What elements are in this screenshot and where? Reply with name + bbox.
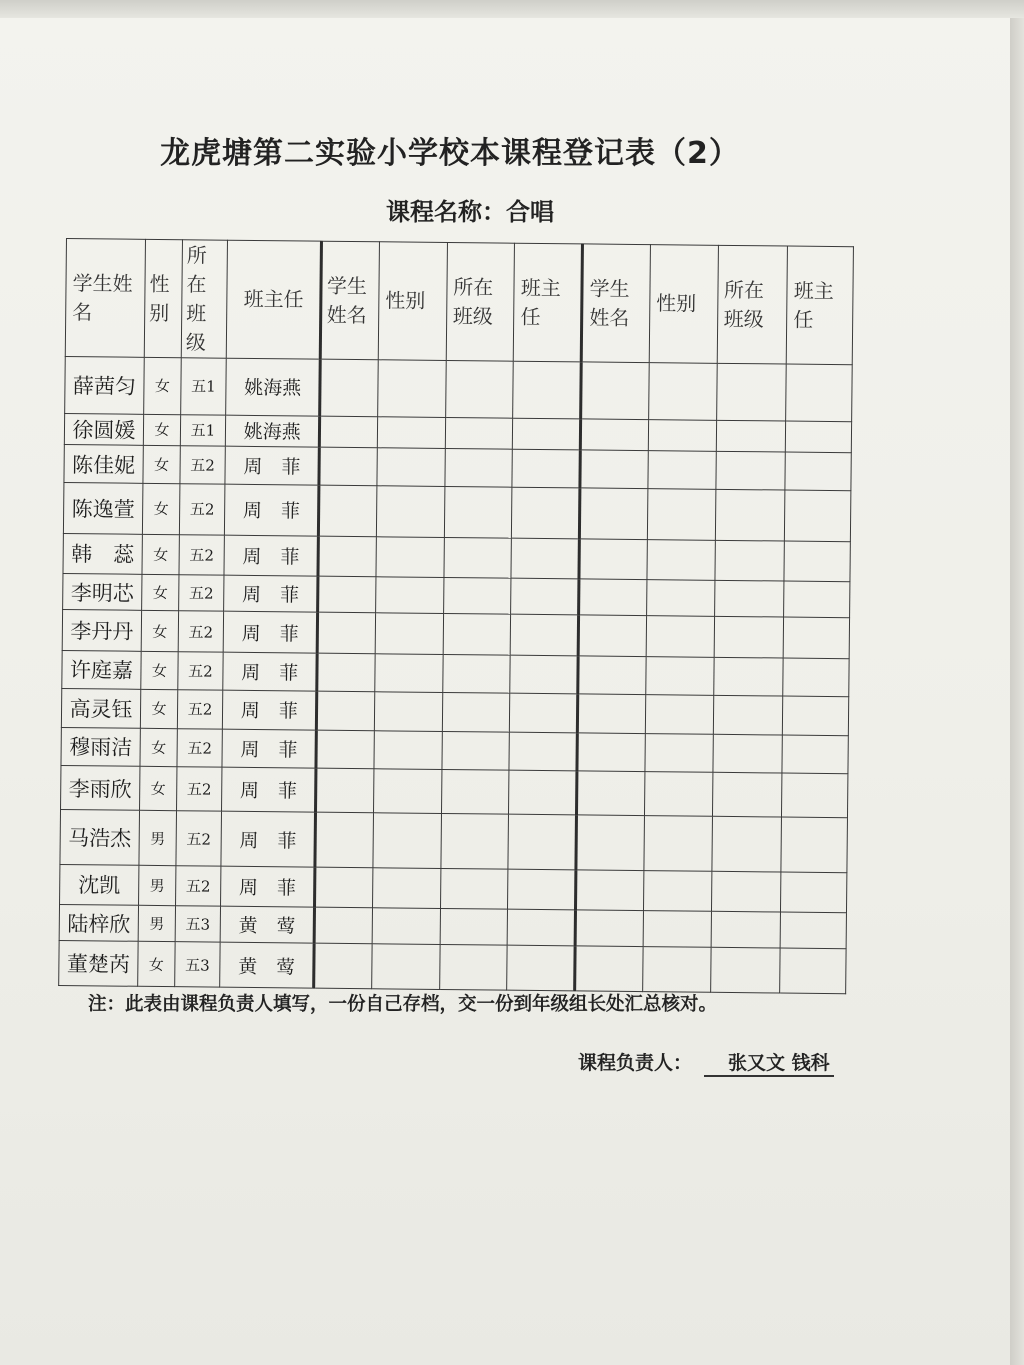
empty-cell	[780, 949, 846, 994]
course-value: 合唱	[506, 198, 554, 226]
course-label: 课程名称：	[386, 198, 506, 226]
form-title: 龙虎塘第二实验小学校本课程登记表（2）	[160, 136, 740, 171]
empty-cell	[442, 731, 510, 770]
student-sex-cell: 女	[140, 766, 177, 811]
header-sex-3: 性别	[649, 245, 718, 364]
empty-cell	[316, 730, 374, 769]
student-sex-cell: 女	[142, 484, 179, 535]
header-class-2: 所在班级	[446, 242, 515, 361]
empty-cell	[782, 773, 848, 818]
empty-cell	[716, 363, 786, 420]
empty-cell	[711, 817, 781, 872]
student-name-cell: 李丹丹	[62, 610, 141, 651]
signature-names: 张又文 钱科	[704, 1048, 834, 1077]
empty-cell	[576, 815, 644, 870]
empty-cell	[317, 653, 375, 692]
empty-cell	[715, 490, 785, 541]
header-class-1: 所在班级	[181, 240, 227, 359]
student-name-cell: 董楚芮	[59, 941, 138, 986]
empty-cell	[575, 946, 643, 991]
student-class-cell: 五2	[177, 728, 223, 767]
empty-cell	[578, 656, 646, 695]
empty-cell	[579, 579, 647, 616]
empty-cell	[378, 360, 446, 417]
empty-cell	[319, 485, 377, 536]
student-name-cell: 薛茜匀	[65, 357, 145, 414]
header-sex-2: 性别	[378, 242, 447, 361]
empty-cell	[646, 656, 714, 695]
student-class-cell: 五2	[178, 651, 224, 690]
empty-cell	[372, 944, 440, 989]
empty-cell	[376, 577, 444, 614]
student-teacher-cell: 周 菲	[222, 690, 317, 729]
student-name-cell: 韩 蕊	[63, 533, 142, 574]
empty-cell	[512, 449, 580, 488]
empty-cell	[510, 693, 578, 732]
student-teacher-cell: 周 菲	[224, 535, 319, 576]
empty-cell	[579, 539, 647, 580]
table-row	[63, 483, 850, 542]
empty-cell	[444, 537, 512, 578]
student-class-cell: 五1	[181, 358, 227, 415]
empty-cell	[442, 693, 510, 732]
student-sex-cell: 男	[138, 905, 175, 942]
student-class-cell: 五2	[175, 865, 221, 906]
student-sex-cell: 女	[138, 942, 175, 987]
empty-cell	[320, 416, 378, 448]
student-teacher-cell: 周 菲	[222, 767, 317, 812]
student-sex-cell: 女	[142, 574, 179, 611]
empty-cell	[315, 812, 373, 867]
student-class-cell: 五2	[180, 446, 226, 485]
empty-cell	[374, 730, 442, 769]
student-teacher-cell: 姚海燕	[225, 415, 320, 447]
empty-cell	[781, 872, 847, 913]
empty-cell	[509, 770, 577, 815]
empty-cell	[712, 772, 782, 817]
empty-cell	[318, 613, 376, 654]
table-row	[65, 357, 853, 422]
header-sex-1: 性别	[144, 239, 182, 357]
student-class-cell: 五2	[179, 534, 225, 575]
empty-cell	[786, 364, 852, 421]
paper-edge	[1010, 0, 1024, 1365]
empty-cell	[715, 451, 785, 490]
student-name-cell: 李明芯	[63, 574, 142, 611]
empty-cell	[781, 817, 847, 872]
empty-cell	[511, 538, 579, 579]
empty-cell	[648, 419, 716, 451]
empty-cell	[377, 448, 445, 487]
empty-cell	[714, 617, 784, 658]
empty-cell	[643, 870, 711, 911]
empty-cell	[714, 580, 784, 617]
student-teacher-cell: 周 菲	[221, 811, 316, 866]
empty-cell	[710, 948, 780, 993]
student-sex-cell: 男	[139, 865, 176, 906]
empty-cell	[442, 654, 510, 693]
empty-cell	[646, 616, 714, 657]
student-name-cell: 穆雨洁	[61, 727, 140, 766]
empty-cell	[648, 363, 716, 420]
student-name-cell: 徐圆媛	[64, 413, 143, 445]
student-name-cell: 许庭嘉	[62, 650, 141, 689]
empty-cell	[445, 417, 513, 449]
empty-cell	[318, 576, 376, 613]
student-class-cell: 五2	[179, 575, 225, 612]
empty-cell	[576, 870, 644, 911]
header-row	[65, 239, 853, 365]
empty-cell	[513, 418, 581, 450]
empty-cell	[315, 907, 373, 944]
student-sex-cell: 女	[140, 728, 177, 767]
student-name-cell: 李雨欣	[61, 765, 140, 810]
empty-cell	[320, 359, 378, 416]
empty-cell	[444, 487, 512, 538]
empty-cell	[714, 540, 784, 581]
student-class-cell: 五2	[177, 690, 223, 729]
student-teacher-cell: 姚海燕	[226, 358, 321, 416]
empty-cell	[375, 613, 443, 654]
student-class-cell: 五2	[179, 484, 225, 535]
empty-cell	[579, 488, 647, 539]
student-class-cell: 五1	[180, 414, 225, 446]
header-class-3: 所在班级	[717, 245, 788, 364]
empty-cell	[441, 814, 509, 869]
empty-cell	[645, 733, 713, 772]
empty-cell	[783, 658, 849, 697]
table-row	[59, 941, 846, 994]
empty-cell	[647, 539, 715, 580]
empty-cell	[372, 868, 440, 909]
empty-cell	[440, 868, 508, 909]
empty-cell	[508, 814, 576, 869]
student-class-cell: 五3	[175, 906, 221, 943]
empty-cell	[578, 615, 646, 656]
empty-cell	[711, 911, 781, 948]
empty-cell	[373, 813, 441, 868]
student-sex-cell: 女	[143, 445, 180, 484]
empty-cell	[643, 911, 711, 948]
empty-cell	[374, 692, 442, 731]
header-student-name-2: 学生姓名	[321, 241, 380, 360]
student-class-cell: 五2	[178, 611, 224, 652]
student-name-cell: 沈凯	[60, 864, 139, 905]
empty-cell	[314, 944, 372, 989]
empty-cell	[785, 452, 851, 491]
empty-cell	[577, 732, 645, 771]
empty-cell	[716, 420, 786, 452]
empty-cell	[713, 695, 783, 734]
student-teacher-cell: 周 菲	[224, 484, 319, 535]
student-sex-cell: 男	[139, 811, 177, 866]
empty-cell	[373, 769, 441, 814]
empty-cell	[577, 771, 645, 816]
empty-cell	[443, 614, 511, 655]
student-teacher-cell: 周 菲	[224, 575, 319, 612]
empty-cell	[377, 416, 445, 448]
empty-cell	[440, 909, 508, 946]
header-student-name-1: 学生姓名	[65, 239, 145, 358]
student-teacher-cell: 周 菲	[225, 446, 320, 485]
empty-cell	[376, 536, 444, 577]
empty-cell	[713, 657, 783, 696]
empty-cell	[645, 695, 713, 734]
student-sex-cell: 女	[140, 689, 177, 728]
empty-cell	[316, 768, 374, 813]
header-teacher-1: 班主任	[226, 240, 322, 359]
empty-cell	[507, 946, 575, 991]
student-class-cell: 五3	[175, 942, 221, 987]
empty-cell	[648, 450, 716, 489]
student-teacher-cell: 周 菲	[222, 729, 317, 768]
student-teacher-cell: 周 菲	[223, 652, 318, 691]
header-teacher-2: 班主任	[514, 243, 583, 362]
empty-cell	[315, 867, 373, 908]
empty-cell	[441, 769, 509, 814]
empty-cell	[509, 732, 577, 771]
student-name-cell: 陈逸萱	[63, 483, 143, 534]
empty-cell	[785, 490, 851, 541]
empty-cell	[512, 487, 580, 538]
empty-cell	[443, 578, 511, 615]
empty-cell	[581, 362, 649, 419]
header-teacher-3: 班主任	[786, 246, 853, 365]
empty-cell	[445, 361, 513, 418]
empty-cell	[319, 447, 377, 486]
empty-cell	[644, 771, 712, 816]
student-teacher-cell: 黄 莺	[220, 906, 315, 943]
empty-cell	[445, 448, 513, 487]
student-sex-cell: 女	[143, 414, 180, 446]
empty-cell	[372, 908, 440, 945]
student-class-cell: 五2	[176, 811, 222, 866]
empty-cell	[513, 361, 581, 418]
student-teacher-cell: 周 菲	[221, 866, 316, 907]
empty-cell	[712, 734, 782, 773]
course-name	[0, 192, 940, 227]
empty-cell	[508, 869, 576, 910]
top-paper-strip	[0, 0, 1024, 18]
signature-label: 课程负责人：	[578, 1052, 693, 1074]
empty-cell	[317, 691, 375, 730]
empty-cell	[646, 580, 714, 617]
form-note: 注：此表由课程负责人填写，一份自己存档，交一份到年级组长处汇总核对。	[88, 994, 718, 1015]
empty-cell	[783, 617, 849, 658]
student-sex-cell: 女	[144, 357, 182, 414]
empty-cell	[375, 654, 443, 693]
empty-cell	[511, 578, 579, 615]
student-class-cell: 五2	[176, 767, 222, 812]
empty-cell	[642, 947, 710, 992]
empty-cell	[507, 909, 575, 946]
empty-cell	[647, 489, 715, 540]
header-student-name-3: 学生姓名	[581, 244, 650, 363]
empty-cell	[575, 910, 643, 947]
empty-cell	[711, 871, 781, 912]
student-teacher-cell: 黄 莺	[220, 943, 315, 989]
empty-cell	[577, 694, 645, 733]
empty-cell	[510, 655, 578, 694]
table-row	[60, 810, 848, 873]
student-name-cell: 陆梓欣	[59, 905, 138, 942]
empty-cell	[784, 581, 850, 618]
empty-cell	[786, 421, 852, 453]
empty-cell	[644, 816, 712, 871]
empty-cell	[782, 735, 848, 774]
student-sex-cell: 女	[141, 611, 178, 652]
empty-cell	[439, 945, 507, 990]
empty-cell	[783, 696, 849, 735]
student-sex-cell: 女	[141, 651, 178, 690]
empty-cell	[780, 912, 846, 949]
registration-table	[58, 238, 854, 994]
empty-cell	[580, 450, 648, 489]
student-name-cell: 高灵钰	[61, 689, 140, 728]
signature-line	[578, 1048, 834, 1077]
empty-cell	[318, 536, 376, 577]
student-name-cell: 马浩杰	[60, 810, 140, 865]
empty-cell	[511, 615, 579, 656]
empty-cell	[580, 419, 648, 451]
empty-cell	[376, 486, 444, 537]
student-name-cell: 陈佳妮	[64, 444, 143, 483]
empty-cell	[784, 541, 850, 582]
student-sex-cell: 女	[142, 534, 179, 575]
student-teacher-cell: 周 菲	[223, 612, 318, 653]
